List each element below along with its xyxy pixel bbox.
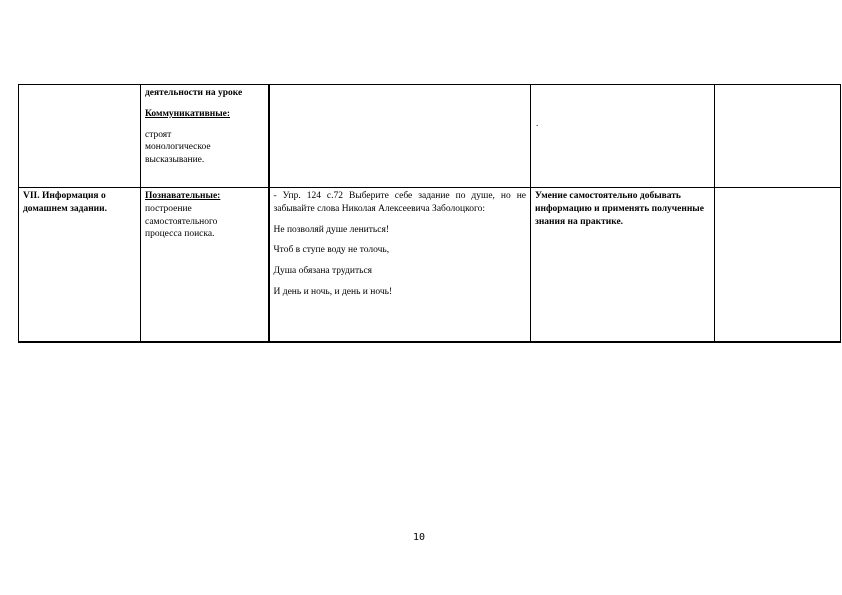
poem-line: И день и ночь, и день и ночь! <box>273 287 393 298</box>
table-cell <box>715 188 841 343</box>
cell-text: монологическое <box>145 142 211 153</box>
cell-text: построение <box>145 203 192 214</box>
poem-line: Не позволяй душе лениться! <box>273 224 390 235</box>
page-number: 10 <box>413 532 426 543</box>
table-cell <box>269 188 531 343</box>
table-row <box>19 188 841 343</box>
table-cell <box>19 85 141 188</box>
table-cell <box>141 188 269 343</box>
table-cell <box>531 188 715 343</box>
cell-dot: . <box>536 118 539 128</box>
cell-text: процесса поиска. <box>145 229 215 240</box>
table-cell <box>531 85 715 188</box>
poem-line: Душа обязана трудиться <box>273 266 373 277</box>
stage-title: VII. Информация о домашнем задании. <box>23 191 108 214</box>
cell-text: Умение самостоятельно добывать информацию и применять полученные знания на практике. <box>535 191 704 227</box>
cell-text: строят <box>145 129 172 140</box>
cell-text: самостоятельного <box>145 216 218 227</box>
cell-heading: Познавательные: <box>145 191 221 201</box>
lesson-table <box>18 84 841 343</box>
table-cell <box>715 85 841 188</box>
table-cell <box>19 188 141 343</box>
poem-line: Чтоб в ступе воду не толочь, <box>273 245 390 256</box>
table-cell <box>269 85 531 188</box>
table-row <box>19 85 841 188</box>
cell-text: деятельности на уроке <box>145 88 243 98</box>
cell-text: высказывание. <box>145 155 205 166</box>
table-cell <box>141 85 269 188</box>
cell-heading: Коммуникативные: <box>145 108 230 119</box>
task-text: - Упр. 124 с.72 Выберите себе задание по душе, но не забывайте слова Николая Алексеевича Заболоцкого: <box>273 191 526 214</box>
